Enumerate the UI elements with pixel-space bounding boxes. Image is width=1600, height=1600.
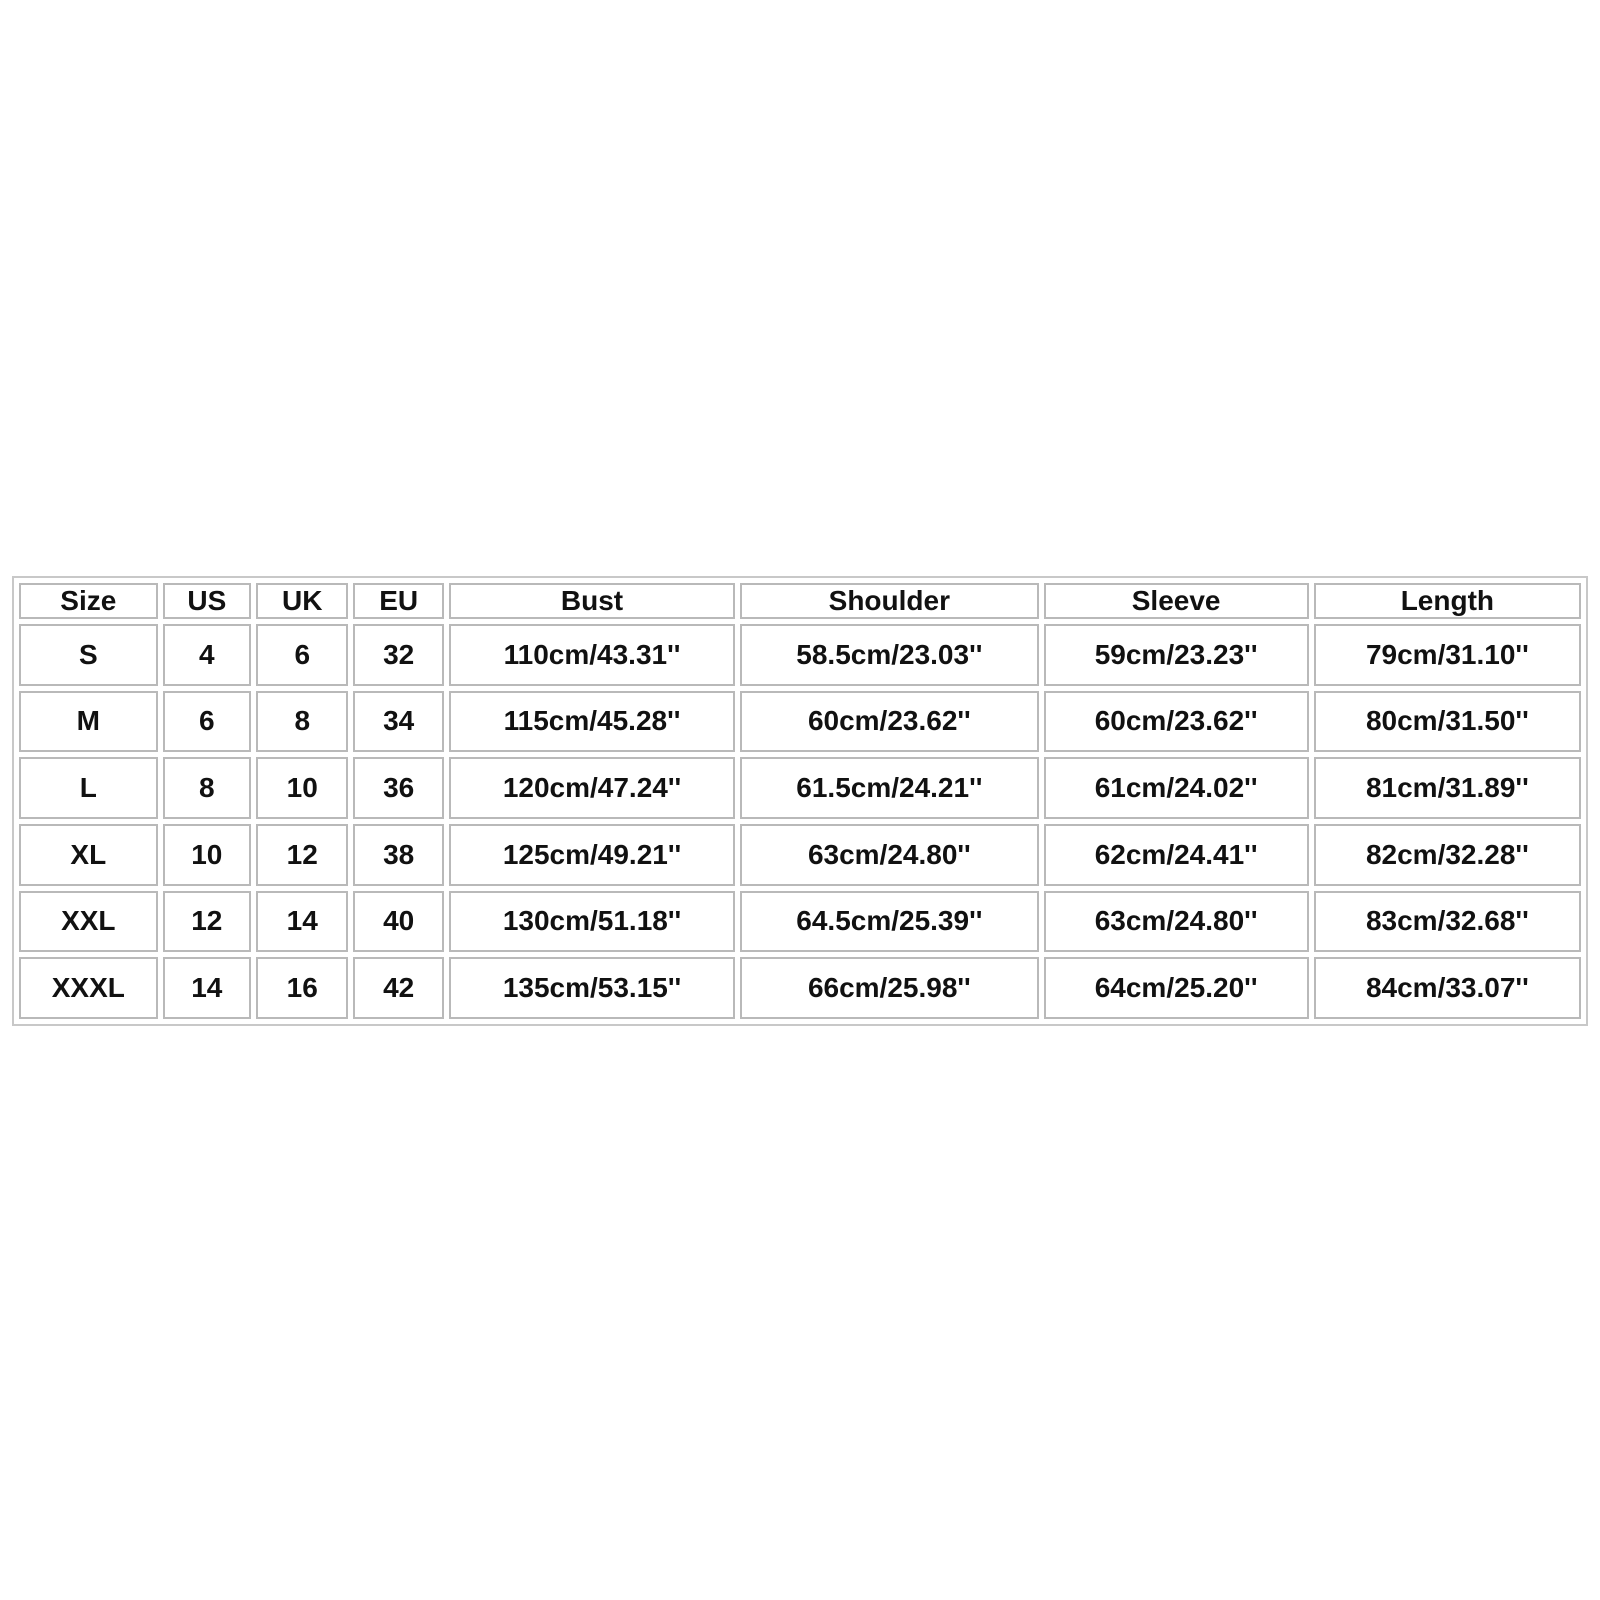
cell-uk: 6 bbox=[256, 624, 348, 686]
cell-size: XL bbox=[19, 824, 158, 886]
cell-eu: 34 bbox=[353, 691, 443, 753]
cell-sleeve: 64cm/25.20'' bbox=[1044, 957, 1309, 1019]
cell-bust: 120cm/47.24'' bbox=[449, 757, 735, 819]
cell-shoulder: 58.5cm/23.03'' bbox=[740, 624, 1038, 686]
header-length: Length bbox=[1314, 583, 1581, 619]
cell-bust: 115cm/45.28'' bbox=[449, 691, 735, 753]
cell-shoulder: 66cm/25.98'' bbox=[740, 957, 1038, 1019]
header-eu: EU bbox=[353, 583, 443, 619]
cell-us: 4 bbox=[163, 624, 251, 686]
table-row bbox=[19, 757, 1581, 819]
cell-eu: 32 bbox=[353, 624, 443, 686]
cell-size: XXL bbox=[19, 891, 158, 953]
cell-length: 81cm/31.89'' bbox=[1314, 757, 1581, 819]
cell-sleeve: 62cm/24.41'' bbox=[1044, 824, 1309, 886]
cell-length: 82cm/32.28'' bbox=[1314, 824, 1581, 886]
header-bust: Bust bbox=[449, 583, 735, 619]
cell-eu: 38 bbox=[353, 824, 443, 886]
cell-eu: 40 bbox=[353, 891, 443, 953]
cell-sleeve: 60cm/23.62'' bbox=[1044, 691, 1309, 753]
size-table bbox=[14, 578, 1586, 1024]
cell-us: 12 bbox=[163, 891, 251, 953]
cell-size: XXXL bbox=[19, 957, 158, 1019]
cell-length: 83cm/32.68'' bbox=[1314, 891, 1581, 953]
header-shoulder: Shoulder bbox=[740, 583, 1038, 619]
cell-length: 79cm/31.10'' bbox=[1314, 624, 1581, 686]
header-us: US bbox=[163, 583, 251, 619]
cell-bust: 130cm/51.18'' bbox=[449, 891, 735, 953]
cell-uk: 10 bbox=[256, 757, 348, 819]
cell-bust: 135cm/53.15'' bbox=[449, 957, 735, 1019]
cell-shoulder: 63cm/24.80'' bbox=[740, 824, 1038, 886]
header-sleeve: Sleeve bbox=[1044, 583, 1309, 619]
cell-shoulder: 61.5cm/24.21'' bbox=[740, 757, 1038, 819]
table-row bbox=[19, 891, 1581, 953]
cell-us: 14 bbox=[163, 957, 251, 1019]
cell-uk: 12 bbox=[256, 824, 348, 886]
cell-us: 8 bbox=[163, 757, 251, 819]
cell-uk: 14 bbox=[256, 891, 348, 953]
cell-sleeve: 61cm/24.02'' bbox=[1044, 757, 1309, 819]
cell-eu: 42 bbox=[353, 957, 443, 1019]
header-size: Size bbox=[19, 583, 158, 619]
table-row bbox=[19, 824, 1581, 886]
cell-size: L bbox=[19, 757, 158, 819]
size-chart bbox=[12, 576, 1588, 1026]
header-uk: UK bbox=[256, 583, 348, 619]
cell-uk: 16 bbox=[256, 957, 348, 1019]
cell-us: 6 bbox=[163, 691, 251, 753]
cell-us: 10 bbox=[163, 824, 251, 886]
cell-bust: 110cm/43.31'' bbox=[449, 624, 735, 686]
cell-shoulder: 64.5cm/25.39'' bbox=[740, 891, 1038, 953]
cell-length: 80cm/31.50'' bbox=[1314, 691, 1581, 753]
table-row bbox=[19, 957, 1581, 1019]
table-row bbox=[19, 624, 1581, 686]
header-row bbox=[19, 583, 1581, 619]
cell-size: M bbox=[19, 691, 158, 753]
cell-sleeve: 63cm/24.80'' bbox=[1044, 891, 1309, 953]
table-row bbox=[19, 691, 1581, 753]
cell-shoulder: 60cm/23.62'' bbox=[740, 691, 1038, 753]
cell-eu: 36 bbox=[353, 757, 443, 819]
cell-length: 84cm/33.07'' bbox=[1314, 957, 1581, 1019]
cell-sleeve: 59cm/23.23'' bbox=[1044, 624, 1309, 686]
cell-size: S bbox=[19, 624, 158, 686]
cell-uk: 8 bbox=[256, 691, 348, 753]
cell-bust: 125cm/49.21'' bbox=[449, 824, 735, 886]
